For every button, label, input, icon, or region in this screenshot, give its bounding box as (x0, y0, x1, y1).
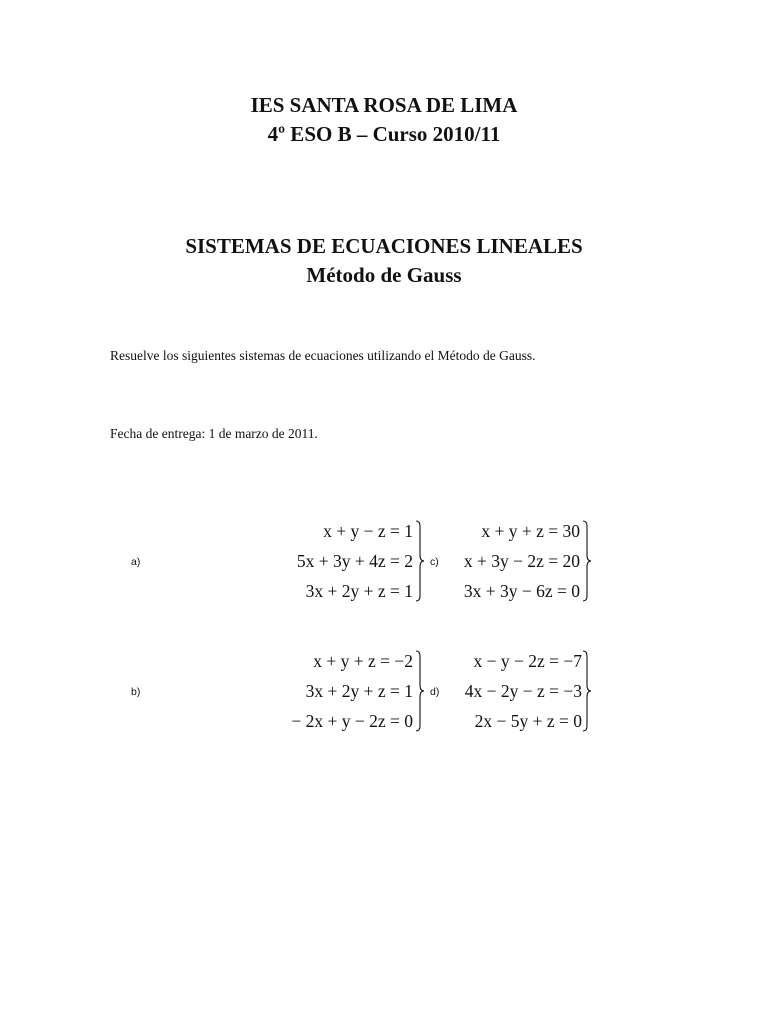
system-label-d: d) (430, 686, 440, 698)
right-brace-icon (415, 520, 425, 602)
school-name: IES SANTA ROSA DE LIMA (250, 93, 518, 117)
title-sub: Método de Gauss (306, 263, 462, 287)
system-label-c: c) (430, 556, 439, 568)
title-main: SISTEMAS DE ECUACIONES LINEALES (185, 234, 583, 258)
equations-b (151, 646, 413, 736)
right-brace-icon (415, 650, 425, 732)
equations-c (448, 516, 580, 606)
equation-b-2: 3x + 2y + z = 1 (305, 681, 413, 701)
system-label-a: a) (131, 556, 141, 568)
school-header (0, 91, 768, 149)
equation-c-2: x + 3y − 2z = 20 (463, 551, 580, 571)
equations-d (450, 646, 582, 736)
equation-c-1: x + y + z = 30 (481, 521, 580, 541)
equations-a (155, 516, 413, 606)
equation-system-d (430, 646, 730, 738)
equation-a-1: x + y − z = 1 (323, 521, 413, 541)
equation-d-1: x − y − 2z = −7 (473, 651, 582, 671)
equation-system-c (430, 516, 730, 608)
equation-b-3: − 2x + y − 2z = 0 (291, 711, 413, 731)
equation-system-a (131, 516, 431, 608)
due-date-text: Fecha de entrega: 1 de marzo de 2011. (110, 426, 318, 441)
equation-d-3: 2x − 5y + z = 0 (474, 711, 582, 731)
instructions-text: Resuelve los siguientes sistemas de ecuaciones utilizando el Método de Gauss. (110, 348, 536, 363)
equation-a-3: 3x + 2y + z = 1 (305, 581, 413, 601)
right-brace-icon (582, 650, 592, 732)
equation-d-2: 4x − 2y − z = −3 (464, 681, 582, 701)
course-name: 4º ESO B – Curso 2010/11 (267, 122, 501, 146)
equation-a-2: 5x + 3y + 4z = 2 (296, 551, 413, 571)
document-title (0, 232, 768, 290)
system-label-b: b) (131, 686, 141, 698)
equation-b-1: x + y + z = −2 (313, 651, 413, 671)
equation-c-3: 3x + 3y − 6z = 0 (463, 581, 580, 601)
equation-system-b (131, 646, 431, 738)
right-brace-icon (582, 520, 592, 602)
